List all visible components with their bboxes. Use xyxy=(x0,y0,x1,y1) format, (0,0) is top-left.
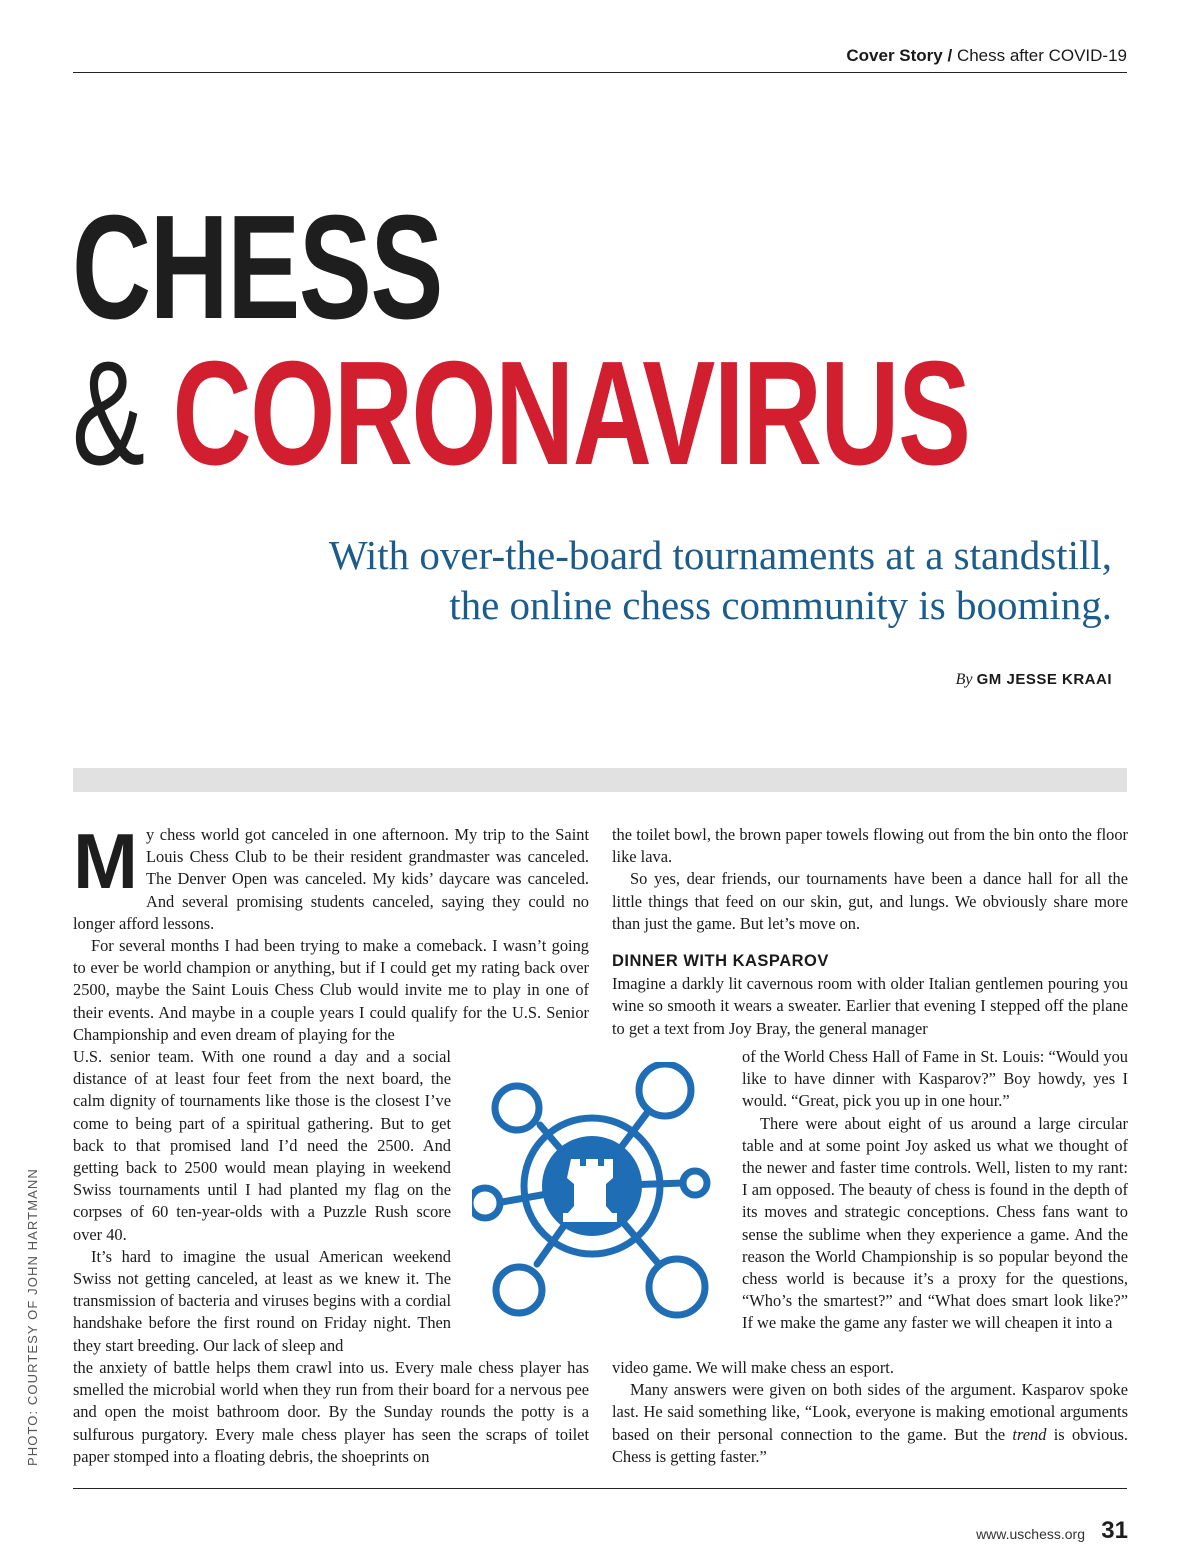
network-node xyxy=(639,1064,691,1116)
right-column-top xyxy=(612,824,1128,1040)
rook-network-icon xyxy=(472,1062,712,1352)
section-heading: DINNER WITH KASPAROV xyxy=(612,952,829,971)
byline-author: GM JESSE KRAAI xyxy=(976,671,1112,688)
network-node xyxy=(649,1259,705,1315)
title-ampersand: & xyxy=(72,331,173,496)
header-separator: / xyxy=(942,46,957,65)
network-node xyxy=(495,1086,539,1130)
header-section: Cover Story xyxy=(846,46,943,65)
paragraph-1-text: y chess world got canceled in one afternoon. My trip to the Saint Louis Chess Club to be their resident grandmaster was canceled. The Denver Open was canceled. My kids’ daycare was canceled. And several promising students canceled, saying they could no longer afford lessons. xyxy=(73,825,589,933)
title-line-1: CHESS xyxy=(72,185,442,350)
right-column-bottom xyxy=(612,1357,1128,1468)
paragraph-2-start: For several months I had been trying to make a comeback. I wasn’t going to ever be world champion or anything, but if I could get my rating back over 2500, maybe the Saint Louis Chess Club would invite me to play in one of their events. And maybe in a couple years I could qualify for the U.S. Senior Championship and even dream of playing for the xyxy=(73,936,589,1044)
subtitle-line-2: the online chess community is booming. xyxy=(449,582,1112,628)
paragraph-4: the toilet bowl, the brown paper towels flowing out from the bin onto the floor like lava. xyxy=(612,825,1128,867)
paragraph-8 xyxy=(612,1379,1128,1468)
left-column-wrap xyxy=(73,1046,451,1357)
paragraph-6-start: Imagine a darkly lit cavernous room with older Italian gentlemen pouring you wine so smooth it wears a sweater. Earlier that evening I stepped off the plane to get a text from Joy Bray, the general manager xyxy=(612,974,1128,1038)
photo-credit: PHOTO: COURTESY OF JOHN HARTMANN xyxy=(25,1168,40,1466)
page-number: 31 xyxy=(1101,1517,1128,1544)
left-column-bottom xyxy=(73,1357,589,1468)
paragraph-3-end: the anxiety of battle helps them crawl into us. Every male chess player has smelled the microbial world when they run from their board for a nervous pee and open the moist bathroom door. By the Sunday rounds the potty is a sulfurous purgatory. Every male chess player has seen the scraps of toilet paper stomped into a floating debris, the shoeprints on xyxy=(73,1358,589,1466)
divider-bar xyxy=(73,768,1127,792)
paragraph-2-end: U.S. senior team. With one round a day and a social distance of at least four feet from the next board, the calm dignity of tournaments like those is the closest I’ve come to being part of a spiritual gathering. But to get back to that promised land I’d need the 2500. And getting back to 2500 would mean playing in weekend Swiss tournaments until I had planted my flag on the corpses of 60 ten-year-olds with a Puzzle Rush score over 40. xyxy=(73,1047,451,1244)
footer-rule xyxy=(73,1488,1127,1489)
paragraph-8-end: is obvious. Chess is getting faster.” xyxy=(612,1424,1128,1466)
footer-url: www.uschess.org xyxy=(976,1526,1085,1542)
network-node xyxy=(472,1188,500,1218)
paragraph-7-start: There were about eight of us around a large circular table and at some point Joy asked us what we thought of the newer and faster time controls. Well, listen to my rant: I am opposed. The beauty of chess is found in the depth of its moves and strategic conceptions. Chess fans want to sense the sublime when they experience a game. And the reason the World Championship is so popular beyond the chess world is because it’s a proxy for the questions, “Who’s the smartest?” and “What does smart look like?” If we make the game any faster we will cheapen it into a xyxy=(742,1113,1128,1333)
paragraph-7-end: video game. We will make chess an esport. xyxy=(612,1358,894,1377)
byline xyxy=(956,671,1112,689)
left-column-top xyxy=(73,817,589,1046)
paragraph-5: So yes, dear friends, our tournaments have been a dance hall for all the little things that feed on our skin, gut, and lungs. We obviously share more than just the game. But let’s move on. xyxy=(612,869,1128,933)
paragraph-8-start: Many answers were given on both sides of the argument. Kasparov spoke last. He said something like, “Look, everyone is making emotional arguments based on their personal connection to the game. But the xyxy=(612,1380,1128,1444)
network-node xyxy=(683,1171,707,1195)
header-text xyxy=(846,46,1127,66)
title-line-2 xyxy=(72,331,970,496)
network-node xyxy=(496,1267,542,1313)
paragraph-8-emphasis: trend xyxy=(1012,1424,1047,1444)
right-column-wrap xyxy=(742,1046,1128,1335)
subtitle xyxy=(112,530,1112,630)
subtitle-line-1: With over-the-board tournaments at a standstill, xyxy=(328,532,1112,578)
running-header xyxy=(73,44,1127,73)
title-coronavirus: CORONAVIRUS xyxy=(172,331,970,496)
paragraph-1 xyxy=(73,817,589,935)
paragraph-6-end: of the World Chess Hall of Fame in St. Louis: “Would you like to have dinner with Kasparov?” Boy howdy, yes I would. “Great, pick you up in one hour.” xyxy=(742,1047,1128,1111)
byline-by: By xyxy=(955,671,973,688)
drop-cap: M xyxy=(73,817,138,905)
header-topic: Chess after COVID-19 xyxy=(956,46,1127,65)
paragraph-3-start: It’s hard to imagine the usual American weekend Swiss not getting canceled, at least as we knew it. The transmission of bacteria and viruses begins with a cordial handshake before the first round on Friday night. Then they start breeding. Our lack of sleep and xyxy=(73,1246,451,1355)
